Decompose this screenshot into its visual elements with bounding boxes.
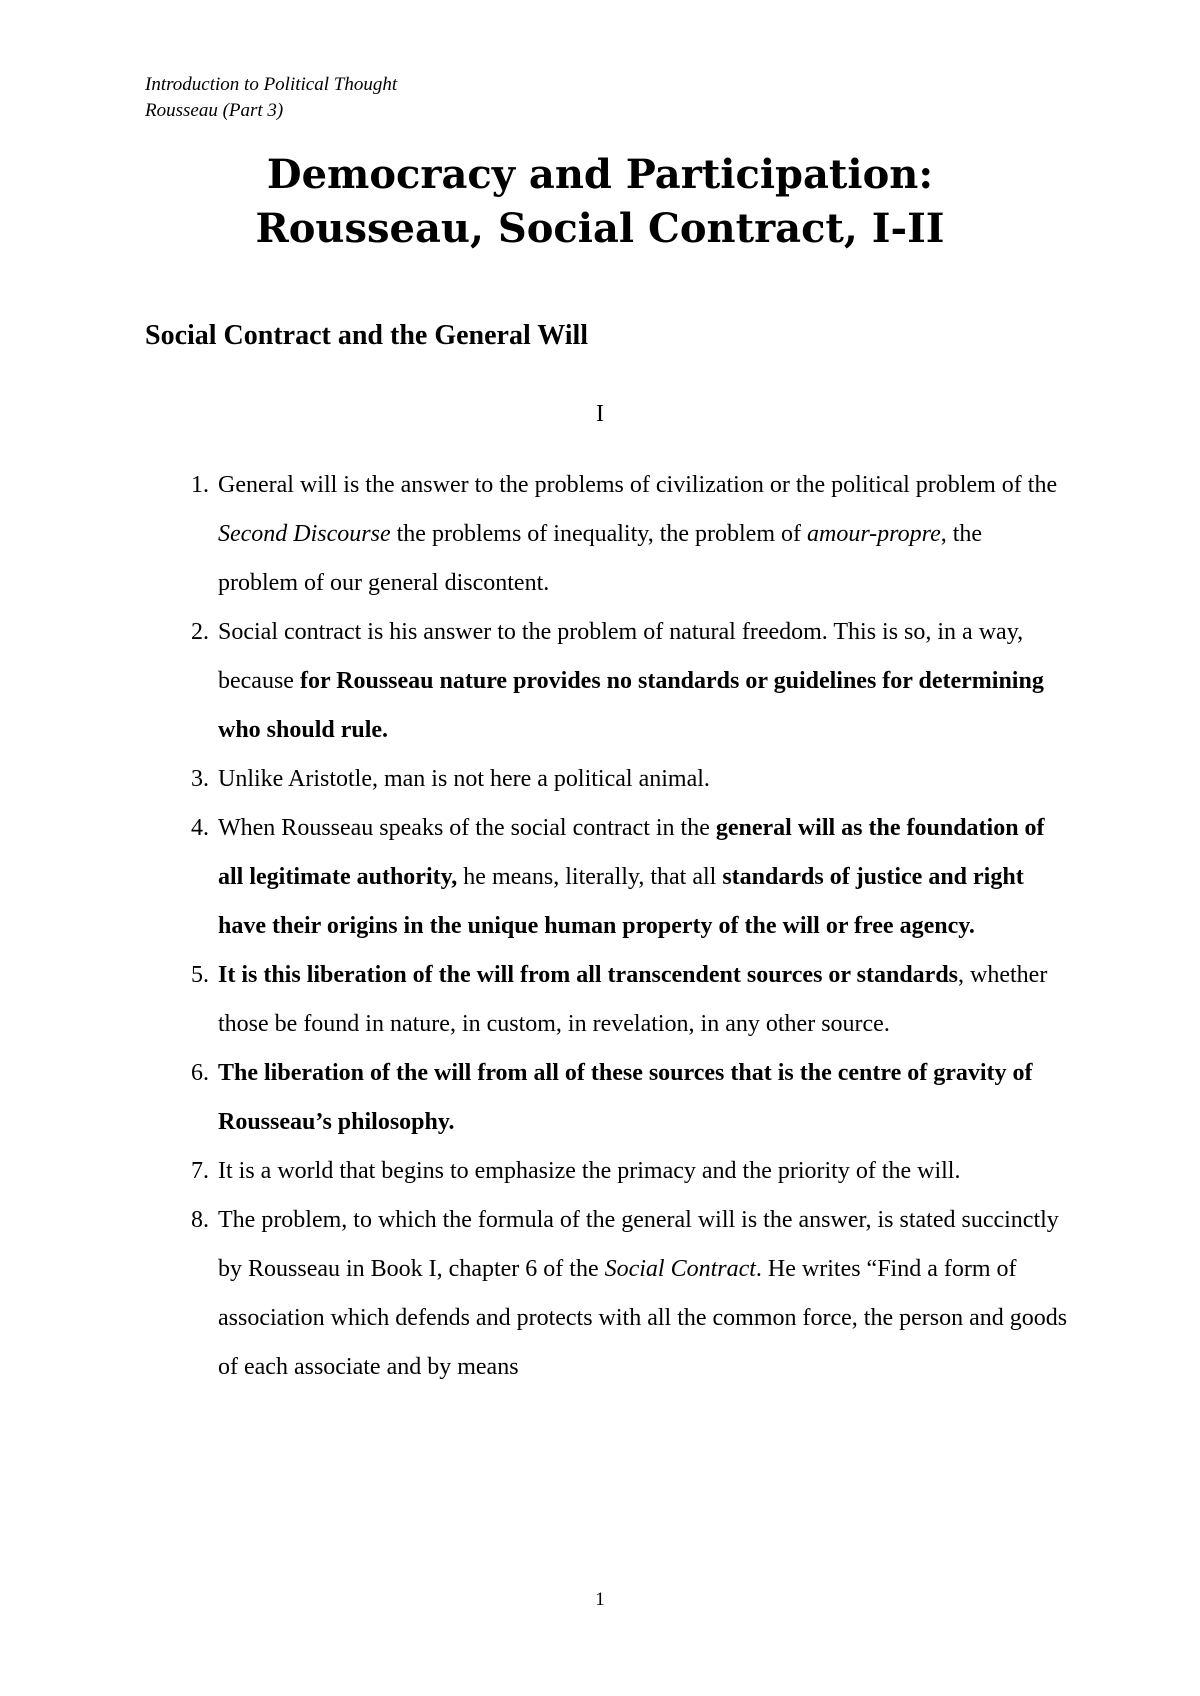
list-item-text: Social Contract	[604, 1256, 756, 1282]
list-item-number: 4.	[191, 815, 209, 841]
list-item-text: The liberation of the will from all of these sources that is the centre of gravity of Rousseau’s philosophy.	[218, 1060, 1033, 1135]
list-item	[191, 804, 1068, 951]
list-item-text: the problems of inequality, the problem of	[390, 521, 807, 547]
section-heading: Social Contract and the General Will	[145, 320, 589, 351]
list-item	[191, 608, 1068, 755]
document-title	[0, 148, 1200, 256]
list-item	[191, 1147, 1068, 1196]
list-item-number: 8.	[191, 1207, 209, 1233]
lecture-subtitle: Rousseau (Part 3)	[145, 100, 284, 121]
part-numeral: I	[596, 401, 604, 427]
list-item-text: amour-propre	[806, 521, 941, 547]
list-item-number: 2.	[191, 619, 209, 645]
list-item-number: 7.	[191, 1158, 209, 1184]
running-header	[145, 72, 397, 124]
list-item-text: , whether those be found in nature, in custom, in revelation, in any other source.	[218, 962, 1048, 1037]
title-line-2: Rousseau, Social Contract, I-II	[255, 205, 945, 252]
list-item-text: he means, literally, that all	[457, 864, 723, 890]
list-item-text: for Rousseau nature provides no standards or guidelines for determining who should rule.	[218, 668, 1044, 743]
list-item-text: It is this liberation of the will from all transcendent sources or standards	[218, 962, 959, 988]
course-title: Introduction to Political Thought	[145, 74, 398, 95]
list-item-text: general will as the foundation of all legitimate authority,	[218, 815, 1045, 890]
list-item-text: . He writes “Find a form of association which defends and protects with all the common force, the person and goods of each associate and by means	[218, 1256, 1068, 1380]
list-item-text: Social contract is his answer to the problem of natural freedom. This is so, in a way, because	[218, 619, 1024, 694]
list-item	[191, 1049, 1068, 1147]
list-item-text: , the problem of our general discontent.	[218, 521, 983, 596]
list-item-text: standards of justice and right have their origins in the unique human property of the will or free agency.	[218, 864, 1024, 939]
list-item-text: Unlike Aristotle, man is not here a political animal.	[218, 766, 710, 792]
list-item	[191, 951, 1068, 1049]
list-item-text: General will is the answer to the problems of civilization or the political problem of the	[218, 472, 1058, 498]
list-item	[191, 1196, 1068, 1392]
list-item-number: 6.	[191, 1060, 209, 1086]
list-item-number: 5.	[191, 962, 209, 988]
title-line-1: Democracy and Participation:	[266, 151, 934, 198]
list-item-number: 1.	[191, 472, 209, 498]
list-item-text: The problem, to which the formula of the general will is the answer, is stated succinctly by Rousseau in Book I, chapter 6 of the	[218, 1207, 1059, 1282]
list-item-text: When Rousseau speaks of the social contract in the	[218, 815, 716, 841]
list-item	[191, 755, 1068, 804]
list-item-text: It is a world that begins to emphasize the primacy and the priority of the will.	[218, 1158, 961, 1184]
numbered-list	[191, 461, 1068, 1392]
page-number: 1	[595, 1589, 605, 1610]
list-item-number: 3.	[191, 766, 209, 792]
list-item	[191, 461, 1068, 608]
list-item-text: Second Discourse	[218, 521, 391, 547]
